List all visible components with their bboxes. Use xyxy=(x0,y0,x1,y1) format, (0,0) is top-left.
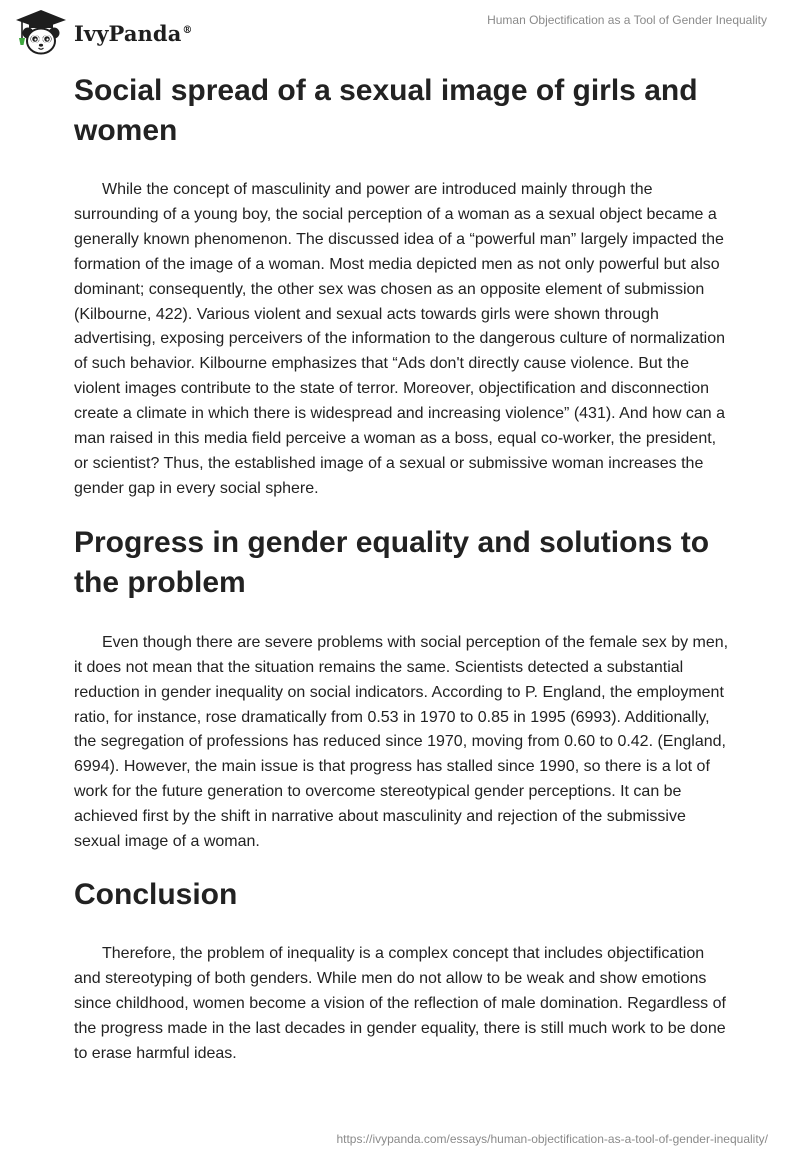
page-header xyxy=(0,0,800,70)
registered-mark: ® xyxy=(182,24,193,36)
brand-name: IvyPanda® xyxy=(74,20,193,46)
section-paragraph: Therefore, the problem of inequality is a complex concept that includes objectification and stereotyping of both genders. While men do not allow to be weak and show emotions since childhood, women become a vision of the reflection of male domination. Regardless of the progress made in the last decades in gender equality, there is still much work to be done to erase harmful ideas. xyxy=(74,944,726,1062)
section-paragraph: Even though there are severe problems with social perception of the female sex by men, it does not mean that the situation remains the same. Scientists detected a substantial reduction in gender inequality on social indicators. According to P. England, the employment ratio, for instance, rose dramatically from 0.53 in 1970 to 0.85 in 1995 (6993). Additionally, the segregation of professions has reduced since 1970, moving from 0.60 to 0.42. (England, 6994). However, the main issue is that progress has stalled since 1990, so there is a lot of work for the future generation to overcome stereotypical gender perceptions. It can be achieved first by the shift in narrative about masculinity and rejection of the submissive sexual image of a woman. xyxy=(74,633,729,851)
section-paragraph: While the concept of masculinity and power are introduced mainly through the surrounding of a young boy, the social perception of a woman as a sexual object became a generally known phenomenon. The discussed idea of a “powerful man” largely impacted the formation of the image of a woman. Most media depicted men as not only powerful but also dominant; consequently, the other sex was chosen as an opposite element of submission (Kilbourne, 422). Various violent and sexual acts towards girls were shown through advertising, exposing perceivers of the information to the dangerous culture of normalization of such behavior. Kilbourne emphasizes that “Ads don't directly cause violence. But the violent images contribute to the state of terror. Moreover, objectification and disconnection create a climate in which there is widespread and increasing violence” (431). And how can a man raised in this media field perceive a woman as a boss, equal co-worker, the president, or scientist? Thus, the established image of a sexual or submissive woman increases the gender gap in every social sphere. xyxy=(74,181,726,497)
source-url[interactable]: https://ivypanda.com/essays/human-objectification-as-a-tool-of-gender-inequality/ xyxy=(336,1132,768,1146)
section-heading: Conclusion xyxy=(74,877,238,911)
document-title: Human Objectification as a Tool of Gender Inequality xyxy=(487,13,767,27)
article-body xyxy=(74,70,734,1066)
panda-graduation-cap-icon xyxy=(14,8,68,58)
section-heading: Progress in gender equality and solutions to the problem xyxy=(74,525,710,599)
section-heading: Social spread of a sexual image of girls and women xyxy=(74,74,698,147)
ivypanda-logo[interactable] xyxy=(14,8,193,58)
